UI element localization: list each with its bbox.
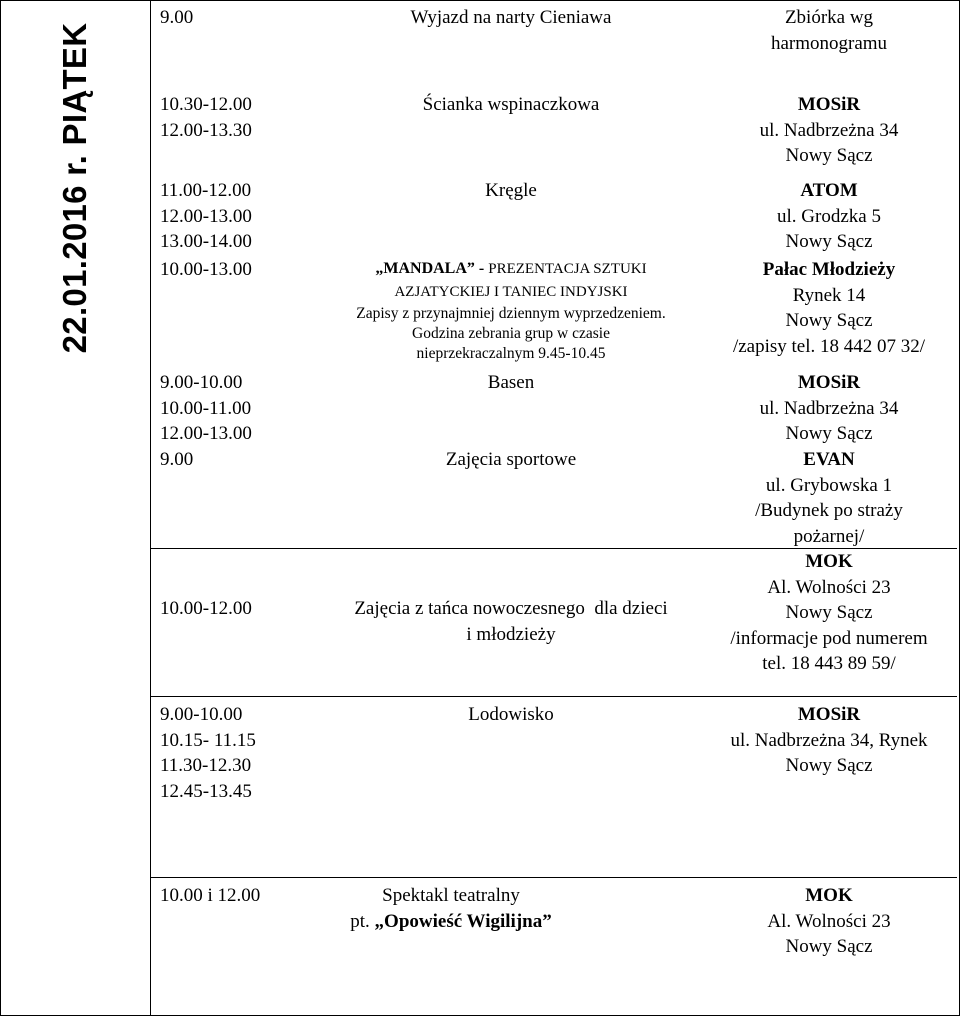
activity-title: „Opowieść Wigilijna” — [374, 910, 552, 932]
place-line: ul. Nadbrzeżna 34 — [759, 397, 899, 419]
time-cell — [160, 257, 310, 283]
time-text: 11.30-12.30 — [160, 755, 252, 776]
place-line: ul. Grodzka 5 — [777, 205, 881, 227]
time-text: 10.00-12.00 — [160, 598, 252, 619]
time-text: 9.00 — [160, 449, 194, 470]
row-divider — [151, 877, 957, 878]
place-line: Rynek 14 — [792, 284, 866, 306]
place-name: MOSiR — [797, 704, 861, 725]
time-text: 9.00-10.00 — [160, 704, 243, 725]
place-cell — [701, 92, 957, 169]
time-text: 10.00-11.00 — [160, 397, 252, 419]
place-line: Nowy Sącz — [785, 145, 873, 166]
activity-text: Wyjazd na narty Cieniawa — [410, 7, 612, 28]
place-name: MOSiR — [797, 94, 861, 115]
time-text: 12.45-13.45 — [160, 780, 252, 802]
activity-cell — [321, 883, 581, 934]
place-cell — [701, 549, 957, 677]
time-text: 12.00-13.00 — [160, 205, 252, 227]
place-line: /informacje pod numerem — [730, 627, 928, 649]
place-line: Al. Wolności 23 — [767, 576, 891, 598]
time-text: 9.00-10.00 — [160, 372, 243, 393]
activity-text: i młodzieży — [466, 623, 556, 645]
time-cell — [160, 883, 310, 909]
activity-text: Lodowisko — [468, 704, 554, 725]
activity-cell — [321, 596, 701, 647]
activity-text: Basen — [487, 372, 535, 393]
time-text: 10.30-12.00 — [160, 94, 252, 115]
place-line: ul. Nadbrzeżna 34 — [759, 119, 899, 141]
place-line: /Budynek po straży — [755, 500, 903, 521]
activity-note: Zapisy z przynajmniej dziennym wyprzedzeniem. — [356, 305, 666, 322]
place-name: MOK — [805, 551, 853, 572]
activity-title: „MANDALA” — [375, 260, 475, 277]
place-name: MOSiR — [797, 372, 861, 393]
activity-cell — [321, 92, 701, 118]
place-cell — [701, 5, 957, 56]
place-line: Nowy Sącz — [785, 755, 873, 776]
place-line: tel. 18 443 89 59/ — [762, 653, 896, 674]
time-text: 10.15- 11.15 — [160, 729, 256, 751]
activity-text: Kręgle — [485, 180, 537, 201]
time-cell — [160, 702, 310, 804]
activity-cell — [321, 257, 701, 364]
activity-cell — [321, 178, 701, 204]
place-name: Pałac Młodzieży — [762, 259, 896, 280]
activity-note: nieprzekraczalnym 9.45-10.45 — [416, 345, 606, 362]
activity-cell — [321, 370, 701, 396]
time-cell — [160, 5, 310, 31]
activity-cell — [321, 447, 701, 473]
time-cell — [160, 596, 310, 622]
day-column — [0, 0, 151, 1016]
activity-text: PREZENTACJA SZTUKI — [488, 261, 647, 277]
activity-text: Zajęcia sportowe — [445, 449, 577, 470]
activity-text: Zajęcia z tańca nowoczesnego dla dzieci — [354, 598, 668, 619]
place-cell — [701, 447, 957, 549]
time-text: 12.00-13.30 — [160, 119, 252, 141]
place-line: ul. Nadbrzeżna 34, Rynek — [730, 729, 928, 751]
time-text: 10.00 i 12.00 — [160, 885, 261, 906]
time-cell — [160, 92, 310, 143]
place-line: pożarnej/ — [793, 525, 865, 547]
activity-prefix: pt. — [350, 910, 375, 932]
place-line: Nowy Sącz — [785, 936, 873, 957]
time-text: 12.00-13.00 — [160, 423, 252, 444]
activity-cell — [321, 5, 701, 31]
activity-note: Godzina zebrania grup w czasie — [412, 325, 610, 342]
place-name: EVAN — [803, 449, 855, 470]
time-cell — [160, 178, 310, 255]
place-cell — [701, 178, 957, 255]
time-text: 13.00-14.00 — [160, 231, 252, 252]
activity-text: Ścianka wspinaczkowa — [422, 94, 600, 115]
time-text: 11.00-12.00 — [160, 180, 252, 201]
time-text: 10.00-13.00 — [160, 259, 252, 280]
time-cell — [160, 447, 310, 473]
time-cell — [160, 370, 310, 447]
place-name: MOK — [805, 885, 853, 906]
place-line: Zbiórka wg — [784, 7, 874, 28]
place-cell — [701, 702, 957, 779]
place-line: Nowy Sącz — [785, 423, 873, 444]
day-label: 22.01.2016 r. PIĄTEK — [56, 22, 93, 354]
place-line: harmonogramu — [770, 32, 888, 54]
place-line: Nowy Sącz — [785, 231, 873, 252]
activity-text: Spektakl teatralny — [382, 885, 520, 906]
place-cell — [701, 370, 957, 447]
row-divider — [151, 696, 957, 697]
place-line: /zapisy tel. 18 442 07 32/ — [732, 335, 926, 357]
time-text: 9.00 — [160, 7, 194, 28]
place-line: Nowy Sącz — [785, 310, 873, 331]
place-line: Nowy Sącz — [785, 602, 873, 623]
place-line: Al. Wolności 23 — [767, 910, 891, 932]
place-cell — [701, 883, 957, 960]
place-cell — [701, 257, 957, 359]
activity-text: AZJATYCKIEJ I TANIEC INDYJSKI — [394, 284, 628, 300]
activity-cell — [321, 702, 701, 728]
activity-dash: - — [474, 260, 489, 277]
place-name: ATOM — [800, 180, 858, 201]
place-line: ul. Grybowska 1 — [765, 474, 893, 496]
